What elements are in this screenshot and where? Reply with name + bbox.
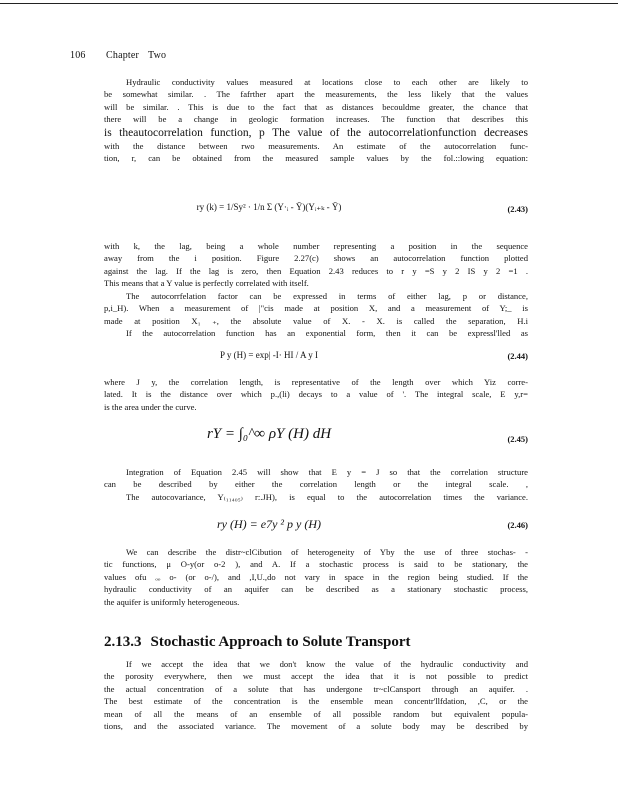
section-heading xyxy=(104,634,420,651)
paragraph-correlation-length xyxy=(104,376,528,413)
text-line: If the autocorrelation function has an exponential form, then it can be expressl'lled as xyxy=(126,328,528,339)
text-line: tions, and the associated variance. The movement of a solute body may be described by xyxy=(104,721,528,732)
text-line: will be similar. . This is due to the fact that as distances becouldme greater, the chance that xyxy=(104,101,528,112)
paragraph-separation xyxy=(104,290,528,340)
equation-expression: P y (H) = exp| -I· HI / A y I xyxy=(219,350,319,360)
text-line: there will be a change in geologic formation increases. The function that describes this xyxy=(104,114,528,125)
text-line: mean of all the means of an ensemble of all possible random but equivalent popula- xyxy=(104,708,528,719)
equation-number: (2.45) xyxy=(507,434,528,444)
text-line: The best estimate of the concentration is the ensemble mean concentr'llfdation, ,C, or the xyxy=(104,696,528,707)
text-line: made at position X₁ ₊, the absolute value of X. - X. is called the separation, H.i xyxy=(104,315,528,326)
section-number: 2.13.3 xyxy=(104,634,142,650)
text-line: p,i_H). When a measurement of |"cis made at position X, and a measurement of Y;_ is xyxy=(104,303,528,314)
text-line: The autocorrfelation factor can be expressed in terms of either lag, p or distance, xyxy=(126,291,528,301)
equation-2-44 xyxy=(104,346,528,368)
text-line: is the area under the curve. xyxy=(104,401,197,412)
text-line: This means that a Y value is perfectly correlated with itself. xyxy=(104,278,309,289)
text-line: can be described by either the correlation length or the integral scale. , xyxy=(104,479,528,490)
section-title: Stochastic Approach to Solute Transport xyxy=(150,634,411,650)
text-line: against the lag. If the lag is zero, then Equation 2.43 reduces to r y =S y 2 IS y 2 =1 . xyxy=(104,265,528,276)
text-line: the porosity everywhere, then we must accept the idea that it is not possible to predict xyxy=(104,671,528,682)
text-line: the actual concentration of a solute that has undergone tr~clCansport through an aquifer. . xyxy=(104,683,528,694)
running-header xyxy=(70,50,166,61)
text-line: hydraulic conductivity of an aquifer can be described as a stationary stochastic process, xyxy=(104,584,528,595)
equation-number: (2.46) xyxy=(507,520,528,530)
text-line: Integration of Equation 2.45 will show that E y = J so that the correlation structure xyxy=(126,467,528,477)
paragraph-stochastic-functions xyxy=(104,546,528,608)
equation-number: (2.44) xyxy=(507,351,528,361)
paragraph-lag xyxy=(104,240,528,290)
equation-expression: ry (H) = e7y ² p y (H) xyxy=(217,517,321,531)
paragraph-solute-transport xyxy=(104,658,528,732)
text-line: where J y, the correlation length, is representative of the length over which Yiz corre- xyxy=(104,377,528,387)
text-line: If we accept the idea that we don't know the value of the hydraulic conductivity and xyxy=(126,659,528,669)
equation-2-45 xyxy=(104,420,528,450)
equation-2-46 xyxy=(104,514,528,536)
text-line: lated. It is the distance over which p.,(li) decays to a value of '. The integral scale, E y,r= xyxy=(104,389,528,400)
text-line: is theautocorrelation function, p The value of the autocorrelationfunction decreases xyxy=(104,126,528,139)
equation-expression: ry (k) = 1/Sy² · 1/n Σ (Y·ᵢ - Ȳ)(Yᵢ₊ₖ - Ȳ) xyxy=(196,202,342,212)
chapter-label: Chapter xyxy=(106,50,140,61)
page-number: 106 xyxy=(70,50,86,61)
text-line: with k, the lag, being a whole number representing a position in the sequence xyxy=(104,241,528,251)
equation-number: (2.43) xyxy=(507,204,528,214)
text-line: Hydraulic conductivity values measured at locations close to each other are likely to xyxy=(126,77,528,87)
text-line: tion, r, can be obtained from the measured sample values by the fol.::lowing equation: xyxy=(104,153,528,164)
text-line: tic functions, μ O-y(or o-2 ), and A. If a stochastic process is said to be stationary, the xyxy=(104,559,528,570)
text-line: values ofu ₒₒ o- (or o-/), and ,I,U.,do not vary in space in the region being studied. If the xyxy=(104,571,528,582)
equation-2-43 xyxy=(104,196,528,224)
text-line: away from the i position. Figure 2.27(c) shows an autocorrelation function plotted xyxy=(104,253,528,264)
text-line: with the distance between rwo measurements. An estimate of the autocorrelation func- xyxy=(104,140,528,151)
paragraph-integration xyxy=(104,466,528,503)
equation-expression: rY = ∫₀^∞ ρY (H) dH xyxy=(206,426,332,442)
chapter-name: Two xyxy=(148,50,167,61)
text-line: the aquifer is uniformly heterogeneous. xyxy=(104,596,240,607)
top-rule xyxy=(0,3,618,4)
paragraph-autocorrelation-intro xyxy=(104,76,528,164)
text-line: We can describe the distr~clCibution of heterogeneity of Yby the use of three stochas- - xyxy=(126,547,528,557)
text-line: The autocovariance, Y₍₁₁₄₀₅₎ r:.JH), is equal to the autocorrelation times the variance. xyxy=(126,491,528,502)
text-line: be somewhat similar. . The fafrther apart the measurements, the less likely that the values xyxy=(104,89,528,100)
